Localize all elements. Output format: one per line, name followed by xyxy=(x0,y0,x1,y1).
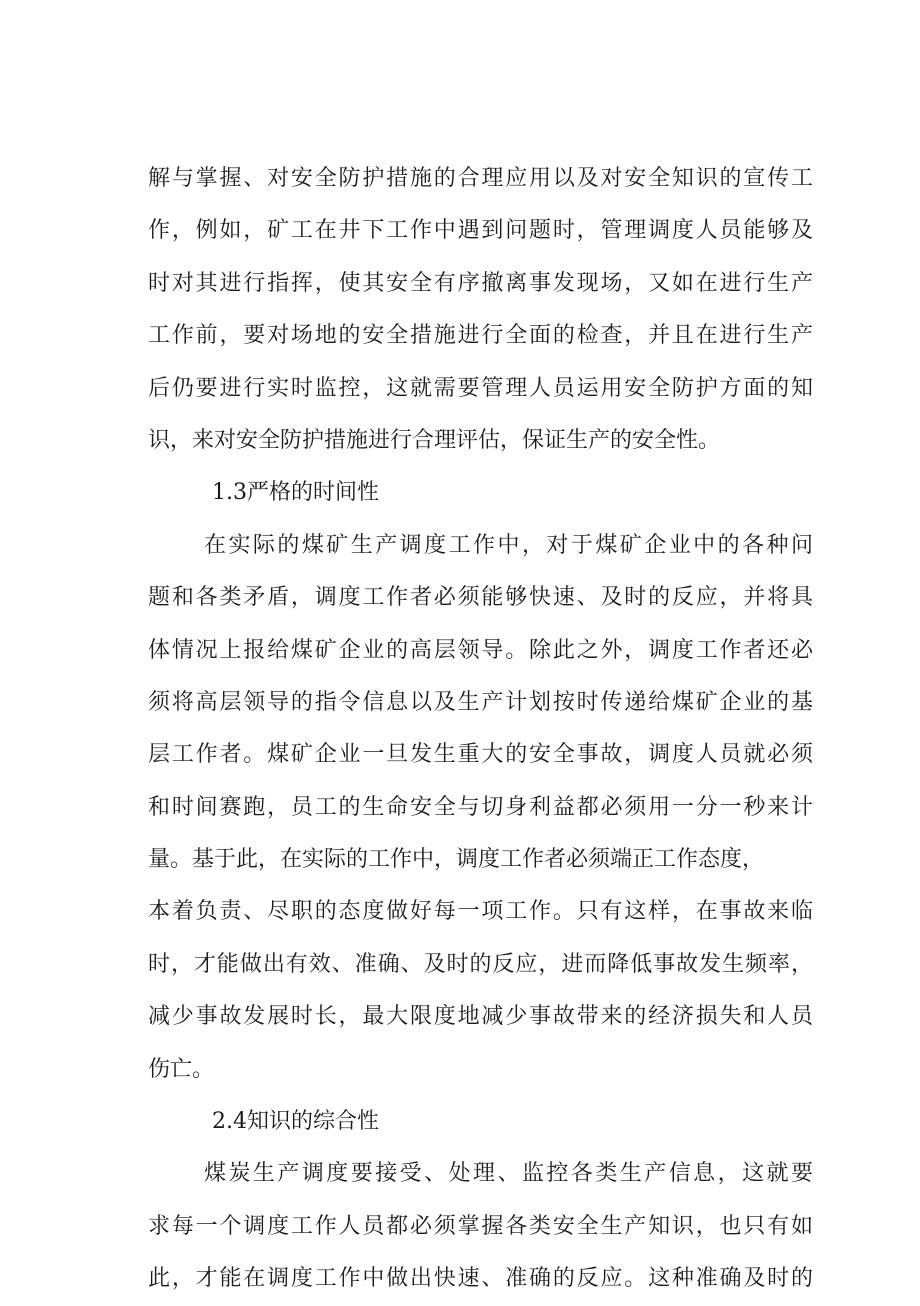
paragraph-line: 本着负责、尽职的态度做好每一项工作。只有这样，在事故来临 xyxy=(148,899,813,925)
document-body xyxy=(148,153,813,1306)
paragraph-line: 求每一个调度工作人员都必须掌握各类安全生产知识，也只有如 xyxy=(148,1213,813,1239)
section-heading: 2.4知识的综合性 xyxy=(212,1109,379,1135)
paragraph-line: 伤亡。 xyxy=(148,1056,215,1082)
paragraph-line: 工作前，要对场地的安全措施进行全面的检查，并且在进行生产 xyxy=(148,323,813,349)
paragraph-line: 须将高层领导的指令信息以及生产计划按时传递给煤矿企业的基 xyxy=(148,689,813,715)
paragraph-line: 减少事故发展时长，最大限度地减少事故带来的经济损失和人员 xyxy=(148,1004,813,1030)
paragraph-line: 解与掌握、对安全防护措施的合理应用以及对安全知识的宣传工 xyxy=(148,166,813,191)
section-heading: 1.3严格的时间性 xyxy=(212,480,379,506)
paragraph-line: 在实际的煤矿生产调度工作中，对于煤矿企业中的各种问 xyxy=(204,532,813,558)
paragraph-line: 层工作者。煤矿企业一旦发生重大的安全事故，调度人员就必须 xyxy=(148,742,813,768)
paragraph-line: 识，来对安全防护措施进行合理评估，保证生产的安全性。 xyxy=(148,427,721,453)
paragraph-line: 后仍要进行实时监控，这就需要管理人员运用安全防护方面的知 xyxy=(148,375,813,401)
paragraph-line: 题和各类矛盾，调度工作者必须能够快速、及时的反应，并将具 xyxy=(148,585,813,611)
paragraph-line: 体情况上报给煤矿企业的高层领导。除此之外，调度工作者还必 xyxy=(148,637,813,663)
paragraph-line: 时对其进行指挥，使其安全有序撤离事发现场，又如在进行生产 xyxy=(148,270,813,296)
paragraph-line: 量。基于此，在实际的工作中，调度工作者必须端正工作态度， xyxy=(148,847,765,873)
paragraph-line: 此，才能在调度工作中做出快速、准确的反应。这种准确及时的 xyxy=(148,1266,813,1292)
paragraph-line: 时，才能做出有效、准确、及时的反应，进而降低事故发生频率， xyxy=(148,951,813,977)
paragraph-line: 煤炭生产调度要接受、处理、监控各类生产信息，这就要 xyxy=(204,1161,813,1187)
paragraph-line: 作，例如，矿工在井下工作中遇到问题时，管理调度人员能够及 xyxy=(148,218,813,244)
paragraph-line: 和时间赛跑，员工的生命安全与切身利益都必须用一分一秒来计 xyxy=(148,794,813,820)
